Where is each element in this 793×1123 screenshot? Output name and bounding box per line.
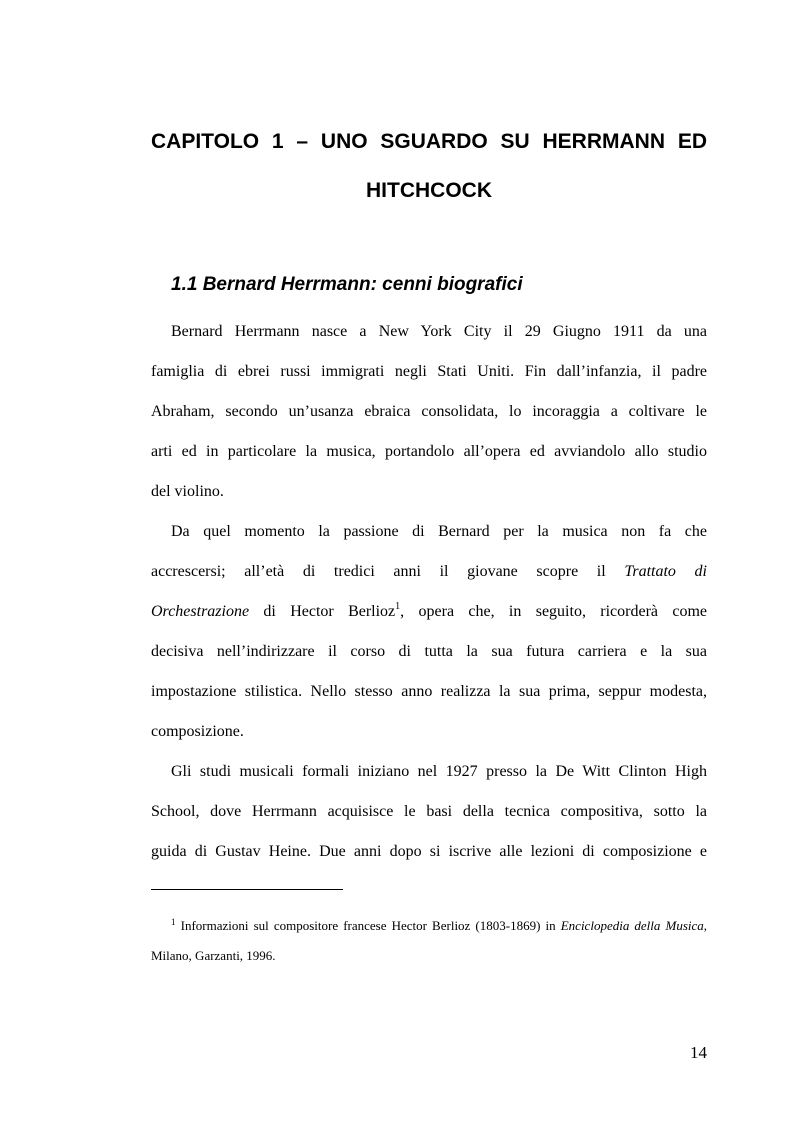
paragraph-1-line-2: famiglia di ebrei russi immigrati negli Stati Uniti. Fin dall’infanzia, il padre xyxy=(151,363,707,380)
footnote-reference-1[interactable]: 1 xyxy=(395,601,401,612)
paragraph-2-line-5: impostazione stilistica. Nello stesso anno realizza la sua prima, seppur modesta, xyxy=(151,683,707,700)
page-number: 14 xyxy=(690,1043,707,1062)
chapter-title-line-2: HITCHCOCK xyxy=(366,179,492,202)
paragraph-1-line-5: del violino. xyxy=(151,483,224,500)
paragraph-1-line-1: Bernard Herrmann nasce a New York City il 29 Giugno 1911 da una xyxy=(171,323,707,340)
paragraph-3-line-2: School, dove Herrmann acquisisce le basi della tecnica compositiva, sotto la xyxy=(151,803,707,820)
paragraph-2-line-6: composizione. xyxy=(151,723,244,740)
paragraph-2-line-2-text: accrescersi; all’età di tredici anni il giovane scopre il xyxy=(151,563,606,580)
footnote-book-title: Enciclopedia della Musica xyxy=(560,918,704,933)
paragraph-2-line-1: Da quel momento la passione di Bernard per la musica non fa che xyxy=(171,523,707,540)
paragraph-2-line-3-text-a: di Hector Berlioz xyxy=(263,603,396,620)
footnote-line-2: Milano, Garzanti, 1996. xyxy=(151,948,276,963)
paragraph-2-line-4: decisiva nell’indirizzare il corso di tutta la sua futura carriera e la sua xyxy=(151,643,707,660)
footnote-text-b: , xyxy=(703,918,708,933)
paragraph-2-line-3 xyxy=(151,602,707,622)
book-title-orchestrazione: Orchestrazione xyxy=(151,603,250,620)
footnote-separator xyxy=(151,889,343,890)
footnote-line-1 xyxy=(171,918,707,934)
section-title: 1.1 Bernard Herrmann: cenni biografici xyxy=(171,274,523,295)
footnote-text-a: Informazioni sul compositore francese Hector Berlioz (1803-1869) in xyxy=(180,918,556,933)
paragraph-1-line-3: Abraham, secondo un’usanza ebraica consolidata, lo incoraggia a coltivare le xyxy=(151,403,707,420)
paragraph-3-line-3: guida di Gustav Heine. Due anni dopo si iscrive alle lezioni di composizione e xyxy=(151,843,707,860)
chapter-title-line-1: CAPITOLO 1 – UNO SGUARDO SU HERRMANN ED xyxy=(151,130,707,153)
paragraph-2-line-3-text-b: , opera che, in seguito, ricorderà come xyxy=(400,603,708,620)
book-title-trattato: Trattato di xyxy=(624,563,708,580)
paragraph-2-line-2 xyxy=(151,562,707,582)
paragraph-3-line-1: Gli studi musicali formali iniziano nel 1927 presso la De Witt Clinton High xyxy=(171,763,707,780)
paragraph-1-line-4: arti ed in particolare la musica, portandolo all’opera ed avviandolo allo studio xyxy=(151,443,707,460)
footnote-mark: 1 xyxy=(171,917,176,927)
